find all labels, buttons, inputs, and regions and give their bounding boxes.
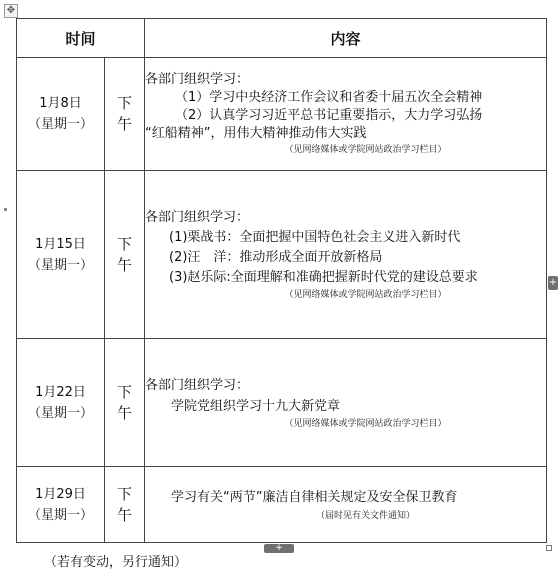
content-line: 各部门组织学习： (145, 209, 250, 225)
weekday-text: （星期一） (27, 507, 93, 523)
schedule-table (16, 18, 547, 543)
date-cell (17, 171, 105, 339)
date-text: 1月15日 (35, 236, 86, 252)
content-line: （2）认真学习习近平总书记重要指示，大力学习弘扬 (175, 108, 483, 123)
margin-marker (4, 208, 7, 211)
date-text: 1月29日 (35, 486, 86, 502)
table-row (17, 58, 547, 171)
weekday-text: （星期一） (27, 117, 93, 132)
content-line: (3)赵乐际:全面理解和准确把握新时代党的建设总要求 (169, 269, 478, 285)
source-note: （见网络媒体或学院网站政治学习栏目） (284, 418, 447, 429)
table-row (17, 467, 547, 543)
time-of-day-cell (105, 171, 145, 339)
time-of-day-text: 下午 (116, 94, 132, 133)
content-line: “红船精神”，用伟大精神推动伟大实践 (145, 126, 367, 141)
table-move-handle-icon[interactable]: ✥ (4, 4, 18, 18)
add-row-plus-icon[interactable]: + (264, 544, 294, 553)
content-line: 学习有关“两节”廉洁自律相关规定及安全保卫教育 (171, 489, 458, 505)
time-of-day-cell (105, 339, 145, 467)
source-note: （见网络媒体或学院网站政治学习栏目） (284, 145, 447, 155)
date-cell (17, 58, 105, 171)
content-cell (145, 467, 547, 543)
time-of-day-text: 下午 (116, 234, 132, 274)
time-of-day-text: 下午 (116, 484, 132, 524)
table-row (17, 339, 547, 467)
footnote: （若有变动，另行通知） (44, 555, 188, 570)
weekday-text: （星期一） (27, 405, 93, 421)
content-line: （1）学习中央经济工作会议和省委十届五次全会精神 (175, 90, 483, 105)
date-text: 1月8日 (39, 96, 82, 111)
date-text: 1月22日 (35, 384, 86, 400)
source-note: （届时见有关文件通知） (316, 510, 416, 521)
content-line: 各部门组织学习： (145, 377, 250, 393)
table-resize-handle[interactable] (546, 545, 552, 551)
add-column-plus-icon[interactable]: + (548, 277, 558, 288)
content-cell (145, 58, 547, 171)
content-cell (145, 339, 547, 467)
content-line: 学院党组织学习十九大新党章 (171, 398, 341, 414)
source-note: （见网络媒体或学院网站政治学习栏目） (284, 289, 447, 300)
header-content: 内容 (145, 19, 547, 58)
table-header-row (17, 19, 547, 58)
content-line: 各部门组织学习： (145, 72, 250, 87)
time-of-day-cell (105, 467, 145, 543)
date-cell (17, 467, 105, 543)
header-time: 时间 (17, 19, 145, 58)
content-line: (1)栗战书：全面把握中国特色社会主义进入新时代 (169, 229, 461, 245)
weekday-text: （星期一） (27, 257, 93, 273)
time-of-day-text: 下午 (116, 382, 132, 422)
table-row (17, 171, 547, 339)
content-cell (145, 171, 547, 339)
time-of-day-cell (105, 58, 145, 171)
date-cell (17, 339, 105, 467)
content-line: (2)汪 洋：推动形成全面开放新格局 (169, 249, 383, 265)
